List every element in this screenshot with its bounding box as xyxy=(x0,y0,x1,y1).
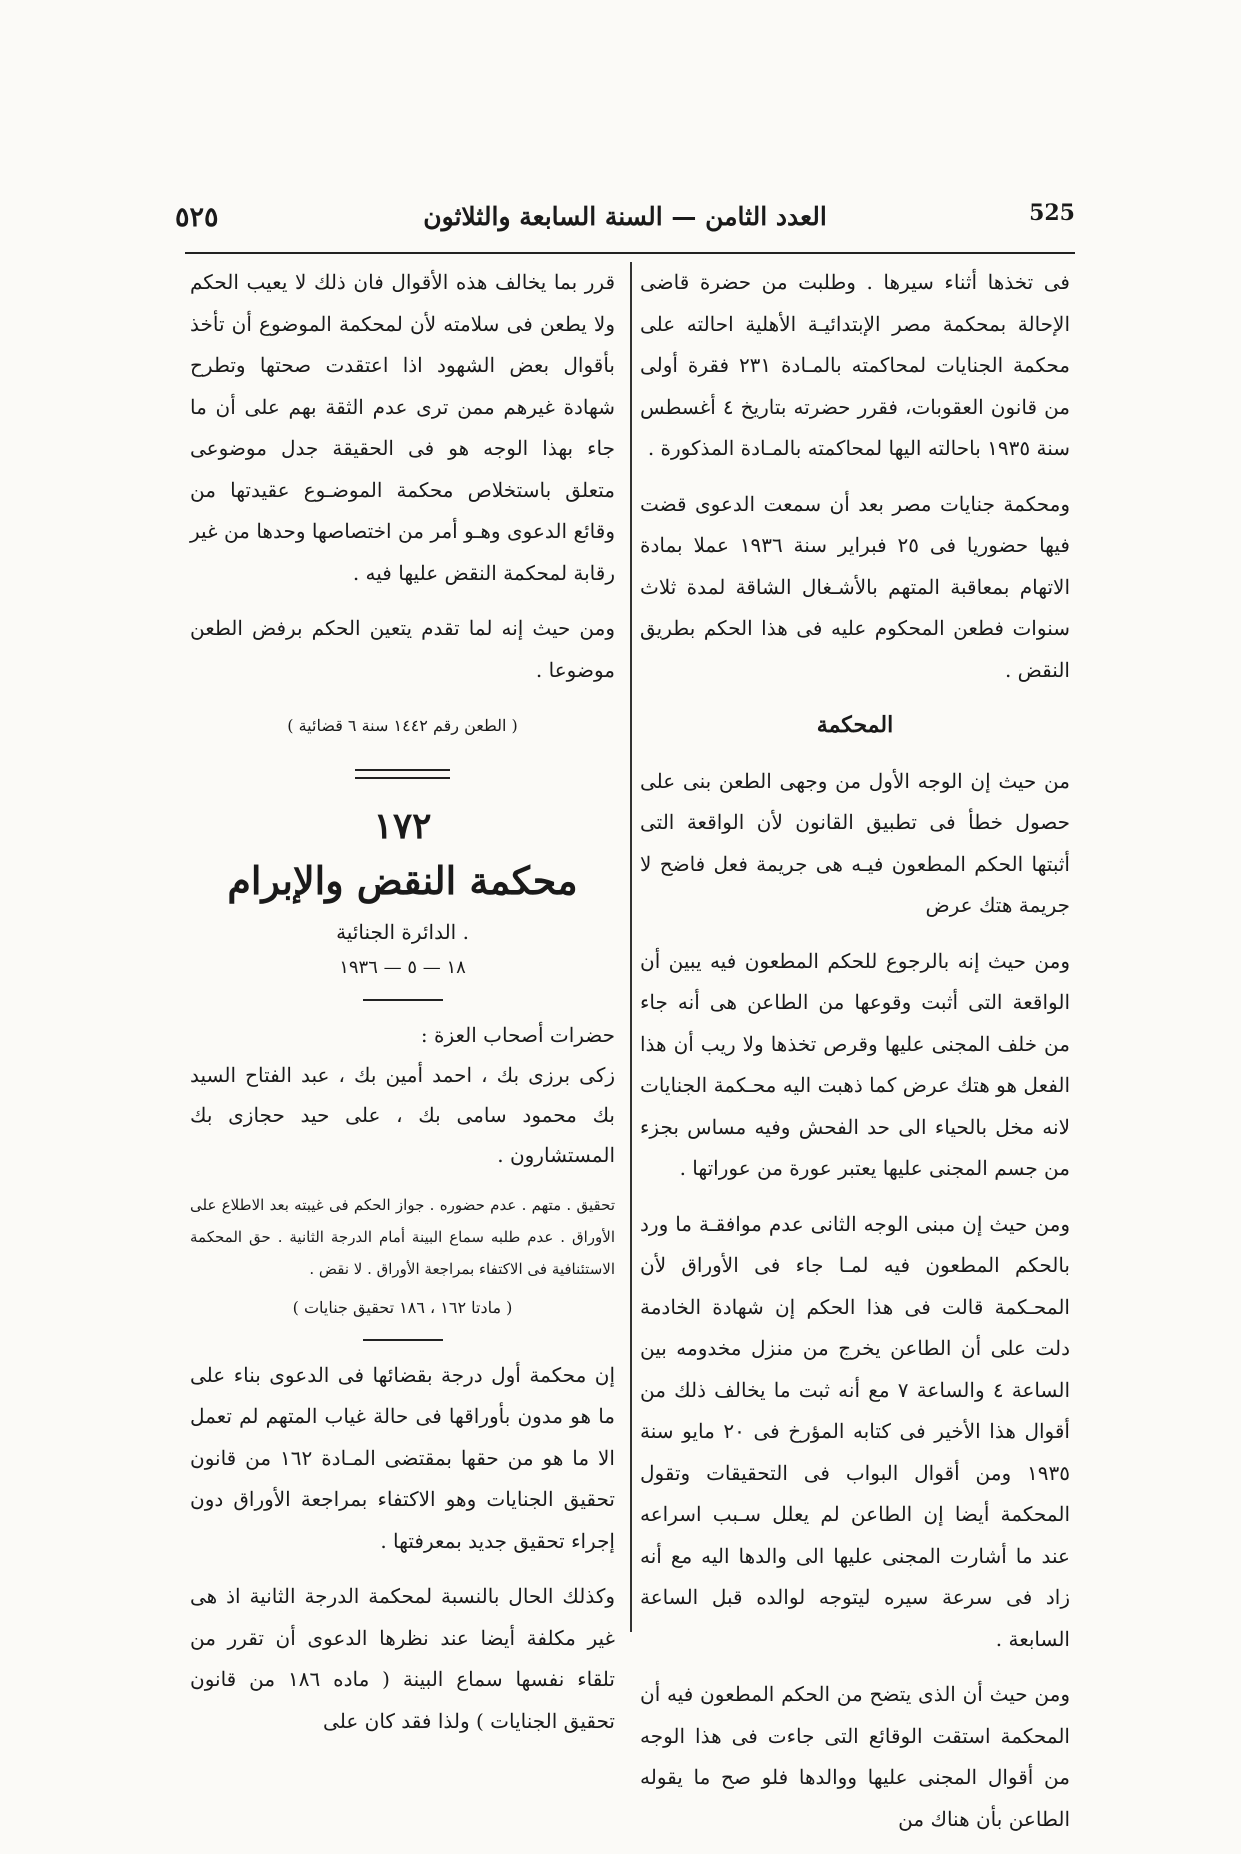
paragraph: ومحكمة جنايات مصر بعد أن سمعت الدعوى قضت فيها حضوريا فى ٢٥ فبراير سنة ١٩٣٦ عملا بمادة الاتهام بمعاقبة المتهم بالأشـغال الشاقة لمدة ثلاث سنوات فطعن المحكوم عليه فى هذا الحكم بطريق النقض . xyxy=(640,491,1070,682)
section-heading: المحكمة xyxy=(816,712,894,738)
paragraph: قرر بما يخالف هذه الأقوال فان ذلك لا يعيب الحكم ولا يطعن فى سلامته لأن لمحكمة الموضوع أن تأخذ بأقوال بعض الشهود اذا اعتقدت صحتها وتطرح شهادة غيرهم ممن ترى عدم الثقة بهم على أن ما جاء بهذا الوجه هو فى الحقيقة جدل موضوعى متعلق باستخلاص محكمة الموضـوع عقيدتها من وقائع الدعوى وهـو أمر من اختصاصها وحدها من غير رقابة لمحكمة النقض عليها فيه . xyxy=(190,270,615,585)
paragraph: ومن حيث إن مبنى الوجه الثانى عدم موافقـة ما ورد بالحكم المطعون فيه لمـا جاء فى الأوراق لأن المحـكمة قالت فى هذا الحكم إن شهادة الخادمة دلت على أن الطاعن يخرج من منزل مخدومه بين الساعة ٤ والساعة ٧ مع أنه ثبت ما يخالف ذلك من أقوال هذا الأخير فى كتابه المؤرخ فى ٢٠ مايو سنة ١٩٣٥ ومن أقوال البواب فى التحقيقات وتقول المحكمة أيضا إن الطاعن لم يعلل سـبب اسراعه عند ما أشارت المجنى عليها الى والدها اليه مع أنه زاد فى سرعة سيره ليتوجه لوالده قبل الساعة السابعة . xyxy=(640,1211,1070,1651)
left-column xyxy=(190,262,615,1756)
paragraph: وكذلك الحال بالنسبة لمحكمة الدرجة الثانية اذ هى غير مكلفة أيضا عند نظرها الدعوى أن تقرر من تلقاء نفسها سماع البينة ( ماده ١٨٦ من قانون تحقيق الجنايات ) ولذا فقد كان على xyxy=(190,1584,615,1733)
paragraph: ومن حيث إنه بالرجوع للحكم المطعون فيه يبين أن الواقعة التى أثبت وقوعها من الطاعن هى أنه جاء من خلف المجنى عليها وقرص تخذها ولا ريب أن هذا الفعل هو هتك عرض كما ذهبت اليه محـكمة الجنايات لانه مخل بالحياء الى حد الفحش وفيه مساس بجزء من جسم المجنى عليها يعتبر عورة من عوراتها . xyxy=(640,948,1070,1180)
appeal-citation: ( الطعن رقم ١٤٤٢ سنة ٦ قضائية ) xyxy=(287,716,518,735)
paragraph: فى تخذها أثناء سيرها . وطلبت من حضرة قاضى الإحالة بمحكمة مصر الإبتدائيـة الأهلية احالته على محكمة الجنايات لمحاكمته بالمـادة ٢٣١ فقرة أولى من قانون العقوبات، فقرر حضرته بتاريخ ٤ أغسطس سنة ١٩٣٥ باحالته اليها لمحاكمته بالمـادة المذكورة . xyxy=(640,270,1071,460)
page-header xyxy=(175,200,1075,250)
circuit-name: . الدائرة الجنائية xyxy=(336,919,469,944)
rule xyxy=(363,999,443,1001)
court-name: محكمة النقض والإبرام xyxy=(227,857,578,903)
page-number-latin: 525 xyxy=(1029,200,1075,226)
right-column xyxy=(640,262,1070,1854)
page-number-arabic: ٥٢٥ xyxy=(175,202,219,233)
judges-list: زكى برزى بك ، احمد أمين بك ، عبد الفتاح السيد بك محمود سامى بك ، على حيد حجازى بك المستشارون . xyxy=(190,1062,615,1167)
paragraph: من حيث إن الوجه الأول من وجهى الطعن بنى على حصول خطأ فى تطبيق القانون لأن الواقعة التى أثبتها الحكم المطعون فيـه هى جريمة فعل فاضح لا جريمة هتك عرض xyxy=(640,768,1070,917)
issue-title: العدد الثامن — السنة السابعة والثلاثون xyxy=(423,202,827,231)
header-rule xyxy=(185,252,1075,254)
paragraph: ومن حيث إنه لما تقدم يتعين الحكم برفض الطعن موضوعا . xyxy=(190,616,615,682)
case-summary: تحقيق . متهم . عدم حضوره . جواز الحكم فى غيبته بعد الاطلاع على الأوراق . عدم طلبه سماع البينة أمام الدرجة الثانية . حق المحكمة الاستئنافية فى الاكتفاء بمراجعة الأوراق . لا نقض . xyxy=(190,1195,615,1278)
articles-reference: ( مادتا ١٦٢ ، ١٨٦ تحقيق جنايات ) xyxy=(292,1297,513,1317)
case-number: ١٧٢ xyxy=(373,804,432,847)
column-divider xyxy=(630,262,632,1632)
ruling-date: ١٨ — ٥ — ١٩٣٦ xyxy=(339,956,466,978)
rule xyxy=(363,1339,443,1341)
judges-heading: حضرات أصحاب العزة : xyxy=(420,1022,615,1047)
section-separator xyxy=(355,769,450,779)
paragraph: إن محكمة أول درجة بقضائها فى الدعوى بناء على ما هو مدون بأوراقها فى حالة غياب المتهم لم تعمل الا ما هو من حقها بمقتضى المـادة ١٦٢ من قانون تحقيق الجنايات وهو الاكتفاء بمراجعة الأوراق دون إجراء تحقيق جديد بمعرفتها . xyxy=(190,1362,615,1553)
paragraph: ومن حيث أن الذى يتضح من الحكم المطعون فيه أن المحكمة استقت الوقائع التى جاءت فى هذا الوجه من أقوال المجنى عليها ووالدها فلو صح ما يقوله الطاعن بأن هناك من xyxy=(640,1682,1070,1831)
